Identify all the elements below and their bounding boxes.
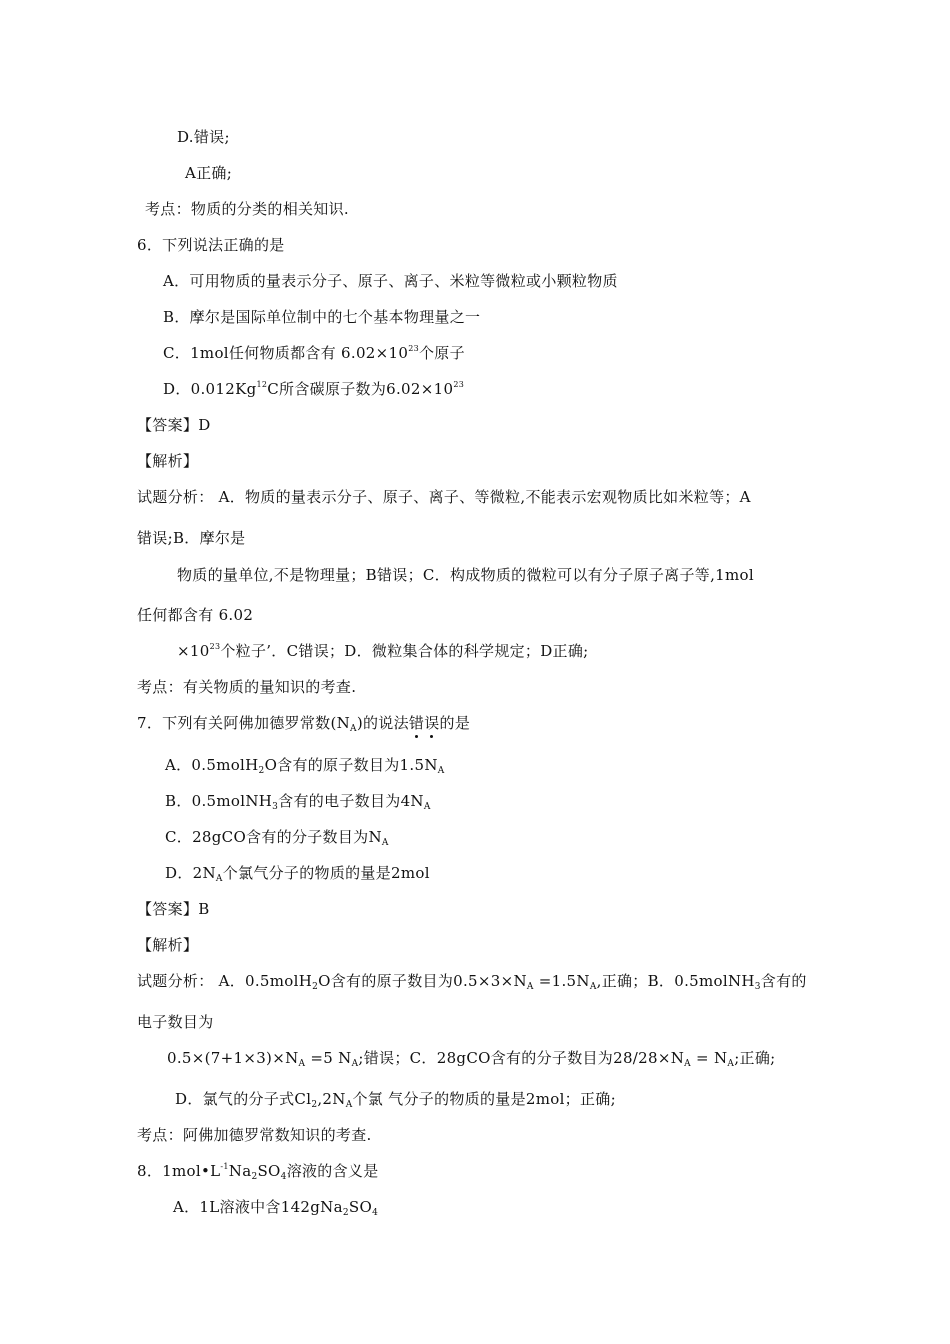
question-heading: 7．下列有关阿佛加德罗常数$(N_A)$的说法错误的是: [137, 714, 471, 734]
analysis-text: 任何都含有 6.02: [137, 606, 254, 624]
question-heading: 6．下列说法正确的是: [137, 236, 285, 254]
option-line: D．0.012Kg$^{12}$C所含碳原子数为$6.02\times 10^{23}$: [163, 380, 465, 398]
analysis-text: 电子数目为: [137, 1013, 214, 1031]
answer-label: 【答案】D: [137, 416, 211, 434]
option-line: C．1mol任何物质都含有 $6.02\times 10^{23}$个原子: [163, 344, 465, 362]
analysis-text: D．氯气的分子式$Cl_2,2N_A$个氯 气分子的物质的量是2mol；正确;: [175, 1090, 616, 1110]
analysis-label: 【解析】: [137, 936, 199, 954]
option-line: A．1L溶液中含$142gNa_2SO_4$: [173, 1198, 379, 1218]
analysis-text: 试题分析： A．物质的量表示分子、原子、离子、等微粒,不能表示宏观物质比如米粒等；A: [137, 488, 751, 506]
option-line: A．0.5molH$_2$O含有的原子数目为$1.5N_A$: [165, 756, 445, 776]
analysis-text: $\times 10^{23}$个粒子’．C错误；D．微粒集合体的科学规定；D正确;: [177, 642, 589, 660]
option-line: B．摩尔是国际单位制中的七个基本物理量之一: [163, 308, 481, 326]
analysis-text: 试题分析： A．0.5molH$_2$O含有的原子数目为$0.5\times 3\times N_A =1.5N_A$,正确；B．0.5molNH$_3$含有的: [137, 972, 807, 992]
option-line: B．0.5molNH$_3$含有的电子数目为$4N_A$: [165, 792, 431, 812]
text-line: D.错误;: [177, 128, 230, 146]
text-line: A正确;: [185, 164, 233, 182]
option-line: D．$2N_A$个氯气分子的物质的量是2mol: [165, 864, 430, 884]
analysis-text: $0.5\times(7+1\times 3)\times N_A =5$ $N_A$;错误；C．28gCO含有的分子数目为$28/28\times N_A = N_A$;正确;: [167, 1049, 776, 1069]
analysis-text: 物质的量单位,不是物理量；B错误；C．构成物质的微粒可以有分子原子离子等,1mol: [177, 566, 754, 584]
question-heading: 8．$1mol•L^{-1}Na_2SO_4$溶液的含义是: [137, 1162, 379, 1182]
text-line: 考点：有关物质的量知识的考查.: [137, 678, 357, 696]
option-line: A．可用物质的量表示分子、原子、离子、米粒等微粒或小颗粒物质: [163, 272, 618, 290]
answer-label: 【答案】B: [137, 900, 210, 918]
text-line: 考点：阿佛加德罗常数知识的考查.: [137, 1126, 372, 1144]
analysis-text: 错误;B．摩尔是: [137, 529, 246, 547]
text-line: 考点：物质的分类的相关知识.: [145, 200, 349, 218]
option-line: C．28gCO含有的分子数目为$N_A$: [165, 828, 389, 848]
analysis-label: 【解析】: [137, 452, 199, 470]
